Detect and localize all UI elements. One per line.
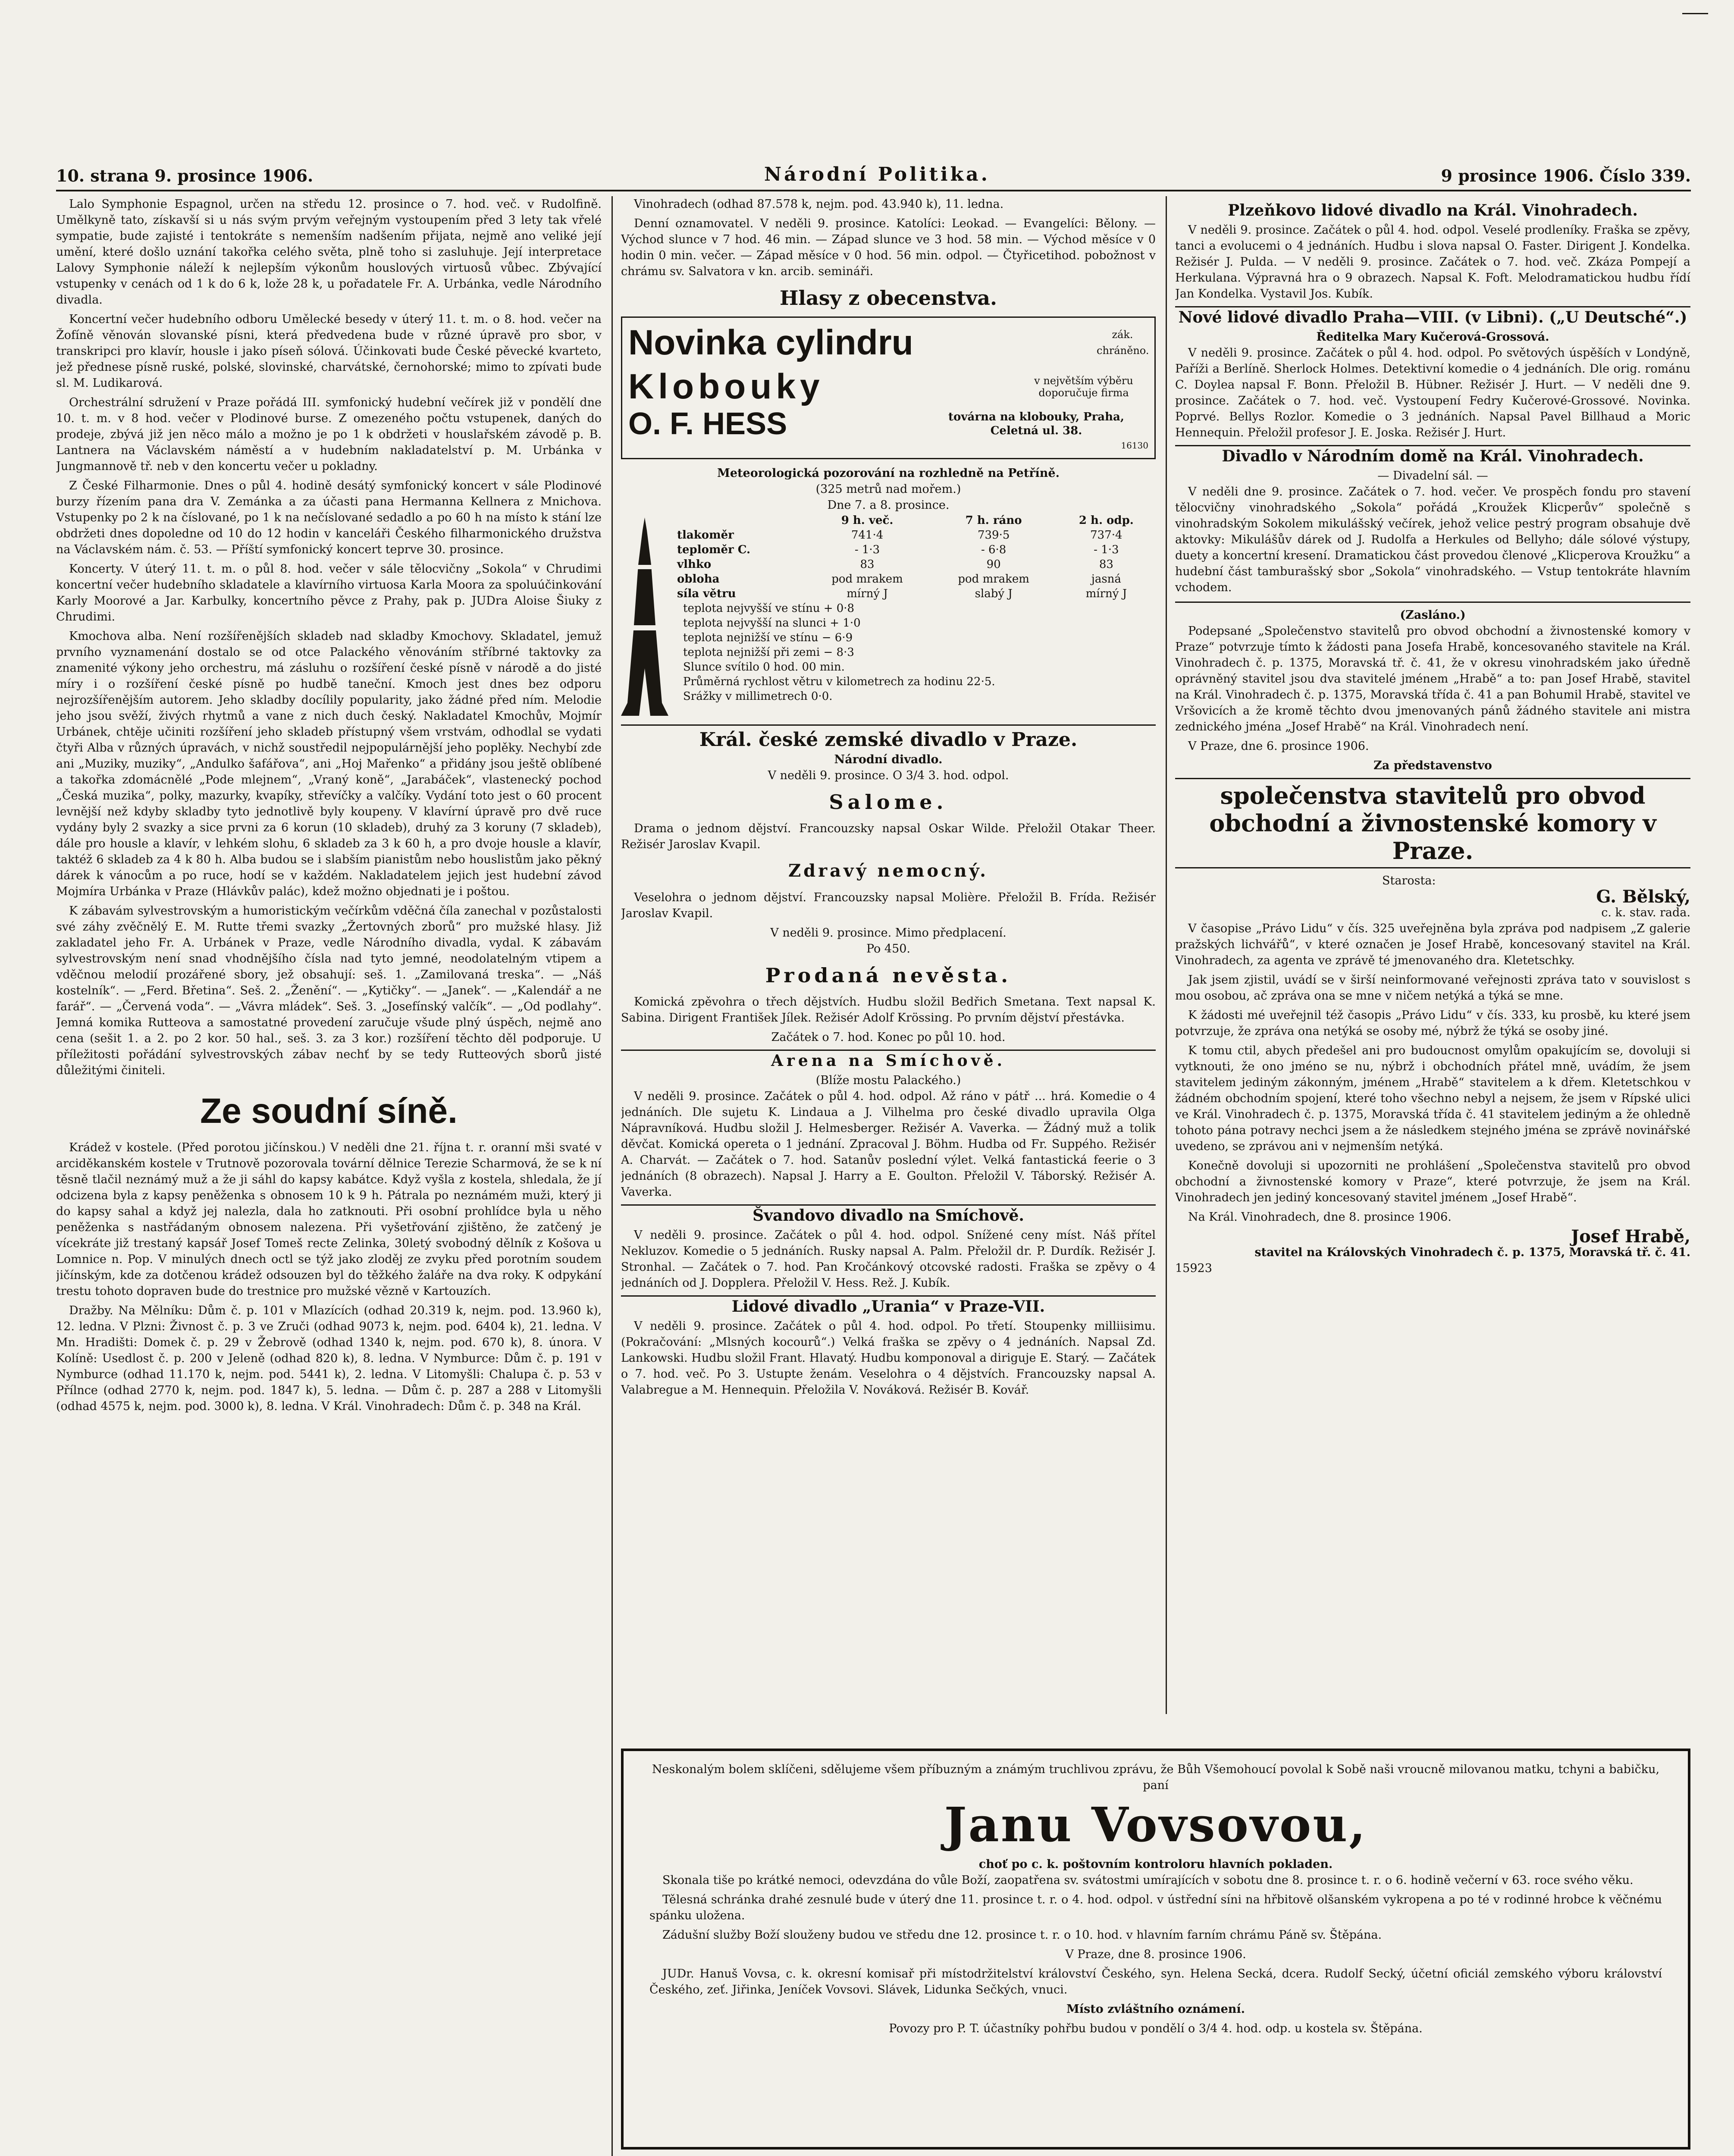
column-divider (1166, 196, 1167, 1714)
theatre-subheading: (Blíže mostu Palackého.) (815, 1074, 961, 1087)
weather-extra-line: teplota nejnižší ve stínu − 6·9 (683, 631, 853, 644)
show-title: Prodaná nevěsta. (765, 964, 1012, 987)
show-time: V neděli 9. prosince. Mimo předplacení. (770, 926, 1007, 940)
show-description: Veselohra o jednom dějství. Francouzsky napsal Molière. Přeložil B. Frída. Režisér Jaroslav Kvapil. (621, 891, 1156, 920)
weather-column-header: 2 h. odp. (1079, 514, 1134, 527)
obituary-text: Skonala tiše po krátké nemoci, odevzdána do vůle Boží, zaopatřena sv. svátostmi umírajících v sobotu dne 8. prosince t. r. o 6. hodině večerní v 63. roce svého věku. (662, 1874, 1634, 1887)
weather-value: - 1·3 (1094, 543, 1119, 556)
margin-mark (1682, 13, 1708, 14)
obituary-intro: Neskonalým bolem sklíčeni, sdělujeme všem příbuzným a známým truchlivou zprávu, že Bůh Všemohoucí povolal k Sobě naši vroucně milovanou matku, tchyni a babičku, paní (652, 1763, 1660, 1792)
ad-number: 16130 (1121, 440, 1148, 451)
article-text: Denní oznamovatel. V neděli 9. prosince. Katolíci: Leokad. — Evangelíci: Bělony. — Východ slunce v 7 hod. 46 min. — Západ slunce ve 3 hod. 58 min. — Východ měsíce v 0 hodin 0 min. večer. — Západ měsíce v 0 hod. 56 min. odpol. — Čtyřicetihod. pobožnost v chrámu sv. Salvatora v kn. arcib. semináři. (621, 217, 1156, 278)
advertisement (621, 317, 1156, 459)
theatre-heading: Nové lidové divadlo Praha—VIII. (v Libni). („U Deutsché“.) (1175, 306, 1690, 327)
show-description: V neděli 9. prosince. Začátek o půl 4. hod. odpol. Veselé prodleníky. Fraška se zpěvy, tanci a evolucemi o 4 jednáních. Hudbu i slova napsal O. Faster. Dirigent J. Kondelka. Režisér J. Pulda. — V neděli 9. prosince. Začátek o 7. hod. več. Zkáza Pompejí a Herkulana. Výpravná hra o 9 obrazech. Napsal K. Foft. Melodramatickou hudbu řídí Jan Kondelka. Vystavil Jos. Kubík. (1175, 223, 1690, 301)
signature-name: Josef Hrabě, (1571, 1226, 1690, 1247)
obituary-note: Povozy pro P. T. účastníky pohřbu budou v pondělí o 3/4 4. hod. odp. u kostela sv. Štěpána. (889, 2022, 1423, 2035)
weather-row (674, 542, 1156, 557)
article-text: Krádež v kostele. (Před porotou jičínskou.) V neděli dne 21. října t. r. oranní mši svaté v arciděkanském kostele v Trutnově pozorovala tovární dělnice Terezie Scharmová, že se k ní těsně tlačil neznámý muž a že ji sáhl do kapsy kabátce. Když vyšla z kostela, shledala, že jí odcizena byla z kapsy peněženka s obnosem 10 k 9 h. Pátrala po neznámém muži, který ji do kapsy sahal a když jej nalezla, dala ho zatknouti. Při osobní prohlídce byla u něho peněženka s nastřádaným obnosem nalezena. Při vyšetřování zjištěno, že zatčený je vícekráte již trestaný kapsář Josef Tomeš recte Zelinka, 30letý svobodný dělník z Košova u Lomnice n. Pop. V minulých dnech octl se týž jako zloděj ze zvyku před porotním soudem jičínským, kde za dotčenou krádež odsouzen byl do těžkého žaláře na dva roky. K odpykání trestu tohoto dopraven bude do trestnice pro mužské vězně v Kartouzích. (56, 1141, 602, 1298)
show-description: V neděli dne 9. prosince. Začátek o 7. hod. večer. Ve prospěch fondu pro stavení tělocvičny vinohradského „Sokola“ pořádá „Kroužek Klicperův“ společně s vinohradským Sokolem mikulášský večírek, jehož velice pestrý program obsahuje dvě aktovky: Mikulášův dárek od J. Rudolfa a Herkules od Bellyho; dále sólové výstupy, duety a koncertní kresení. Dramatickou část provedou členové „Klicperova Kroužku“ a hudební část tamburašský sbor „Sokola“ vinohradského. — Vstup tentokráte hlavním vchodem. (1175, 485, 1690, 594)
weather-table-header (674, 513, 1156, 528)
show-description: V neděli 9. prosince. Začátek o půl 4. hod. odpol. Po třetí. Stoupenky milliisimu. (Pokračování: „Mlsných kocourů“.) Velká fraška se zpěvy o 4 jednáních. Napsal Zd. Lankowski. Hudbu složil Frant. Hlavatý. Hudbu komponoval a diriguje E. Starý. — Začátek o 7. hod. več. Po 3. Ustupte ženám. Veselohra o 4 dějstvích. Francouzsky napsal A. Valabregue a M. Hennequin. Přeložila V. Nováková. Režisér B. Kovář. (621, 1319, 1156, 1397)
obituary-note: Místo zvláštního oznámení. (1066, 2002, 1245, 2016)
article-text: Koncertní večer hudebního odboru Umělecké besedy v úterý 11. t. m. o 8. hod. večer na Žofíně věnován slovanské písni, která předvedena bude v různé úpravě pro sbor, v transkripci pro klavír, housle i jako píseň sólová. Účinkovati bude České pěvecké kvarteto, jež přednese písně ruské, polské, slovinské, charvátské, černohorské; mimo to zpívati bude sl. M. Ludikarová. (56, 313, 602, 390)
notice-text: Podepsané „Společenstvo stavitelů pro obvod obchodní a živnostenské komory v Praze“ potvrzuje tímto k žádosti pana Josefa Hrabě, koncesovaného stavitele na Král. Vinohradech č. p. 1375, Moravská tř. č. 41, že v okresu vinohradském jako úředně oprávněný stavitel jsou dva stavitelé jménem „Hrabě“ a to: pan Josef Hrabě, stavitel na Král. Vinohradech č. p. 1375, Moravská třída č. 41 a pan Bohumil Hrabě, stavitel ve Vršovicích a že kromě těchto dvou jmenovaných pánů žádného stavitele ani mistra zednického jména „Josef Hrabě“ na Král. Vinohradech není. (1175, 624, 1690, 733)
signature-name: G. Bělský, (1596, 887, 1690, 907)
show-description: Komická zpěvohra o třech dějstvích. Hudbu složil Bedřich Smetana. Text napsal K. Sabina. Dirigent František Jílek. Režisér Adolf Krössing. Po prvním dějství přestávka. (621, 995, 1156, 1025)
weather-row-label: tlakoměr (677, 529, 734, 542)
ad-headline: Klobouky (628, 367, 824, 406)
article-text: Koncerty. V úterý 11. t. m. o půl 8. hod. večer v sále tělocvičny „Sokola“ v Chrudimi koncertní večer hudebního skladatele a klavírního virtuosa Karla Moora za spoluúčinkování Karly Moorové a Jar. Karbulky, koncertního pěvce z Prahy, pak p. JUDra Aloise Šiuky z Chrudimi. (56, 562, 602, 624)
obituary-text: Zádušní služby Boží slouženy budou ve středu dne 12. prosince t. r. o 10. hod. v hlavním farním chrámu Páně sv. Štěpána. (662, 1928, 1382, 1942)
section-heading: Hlasy z obecenstva. (779, 286, 997, 310)
notice-number: 15923 (1175, 1262, 1212, 1275)
notice-date: Na Král. Vinohradech, dne 8. prosince 1906. (1188, 1210, 1452, 1224)
zaslano-heading: (Zasláno.) (1175, 602, 1690, 623)
page-header (56, 155, 1691, 185)
weather-value: 83 (860, 558, 875, 571)
header-left: 10. strana 9. prosince 1906. (56, 166, 314, 185)
show-description: V neděli 9. prosince. Začátek o půl 4. hod. odpol. Až ráno v pátř ... hrá. Komedie o 4 jednáních. Dle sujetu K. Lindaua a J. Vilhelma pro české divadlo upravila Olga Nápravníková. Hudbu složil J. Helmesberger. Režisér A. Vaverka. — Žádný muž a tolik děvčat. Komická opereta o 1 jednání. Zpracoval J. Böhm. Hudba od Fr. Suppého. Režisér A. Charvát. — Začátek o 7. hod. Satanův poslední výlet. Velká fantastická feerie o 3 jednáních (8 obrazech). Napsal J. Harry a E. Goulton. Přeložil V. Táborský. Režisér A. Vaverka. (621, 1090, 1156, 1199)
weather-value: 83 (1099, 558, 1113, 571)
weather-report (621, 465, 1156, 720)
weather-date: Dne 7. a 8. prosince. (827, 498, 950, 512)
theatre-heading: Lidové divadlo „Urania“ v Praze-VII. (621, 1295, 1156, 1316)
weather-value: - 6·8 (981, 543, 1007, 556)
weather-extra-line: Průměrná rychlost větru v kilometrech za hodinu 22·5. (683, 675, 995, 688)
firm-block (1175, 778, 1690, 868)
obituary-family: JUDr. Hanuš Vovsa, c. k. okresní komisař při místodržitelství království Českého, syn. Helena Secká, dcera. Rudolf Secký, účetní oficiál zemského výboru království Českého, zeť. Jiřinka, Jeníček Vovsovi. Slávek, Lidunka Sečkých, vnuci. (649, 1967, 1662, 1996)
weather-row-label: vlhko (677, 558, 712, 571)
article-text: Orchestrální sdružení v Praze pořádá III. symfonický hudební večírek již v pondělí dne 10. t. m. v 8 hod. večer v Plodinové burse. Z omezeného počtu vstupenek, daných do prodeje, zbývá již jen něco málo a možno je po 1 k obdržeti v houslařském závodě p. B. Lantnera na Václavském náměstí a v hudebním nakladatelství p. M. Urbánka v Jungmannově tř. neb v den koncertu večer u pokladny. (56, 396, 602, 473)
show-number: Po 450. (866, 942, 911, 956)
theatre-heading: Plzeňkovo lidové divadlo na Král. Vinohradech. (1228, 201, 1638, 219)
show-title: Salome. (829, 790, 948, 814)
notice-text: Jak jsem zjistil, uvádí se v širší neinformované veřejnosti zpráva tato v souvislost s mou osobou, ač zpráva ona se mne v ničem netýká a týká se mne. (1175, 973, 1690, 1003)
notice-text: V časopise „Právo Lidu“ v čís. 325 uveřejněna byla zpráva pod nadpisem „Z galerie pražských lichvářů“, v které označen je Josef Hrabě, koncesovaný stavitel na Král. Vinohradech, za agenta ve zprávě té jmenovaného dra. Kletetschky. (1175, 922, 1690, 967)
notice-date: V Praze, dne 6. prosince 1906. (1188, 740, 1369, 753)
theatre-subheading: Národní divadlo. (834, 753, 943, 766)
weather-value: jasná (1091, 573, 1121, 586)
weather-extra-line: Srážky v millimetrech 0·0. (683, 690, 833, 703)
notice-text: K tomu ctil, abych předešel ani pro budoucnost omylům opakujícím se, dovoluji si vytknouti, že ono jméno se nu, nýbrž i obchodních přátel mně, uvádím, že jsem stavitelem jediným zákonným, jménem „Hrabě“ stavitelem a k dřem. Kletetschkou v žádném obchodním spojení, které toho všechno nebyl a nejsem, že jsem v Rípské ulici ve Král. Vinohradech č. p. 1375, Moravská třída č. 41 stavitelem jediným a že ohledně tohoto pána potravy nechci jsem a že následkem stejného jména se zprávě novinářské uvedeno, se zprávou ani v nejmenším netýká. (1175, 1044, 1690, 1153)
obituary-name: Janu Vovsovou, (944, 1797, 1367, 1852)
petrin-tower-icon (621, 513, 668, 720)
weather-value: 741·4 (851, 529, 884, 542)
weather-value: mírný J (847, 587, 888, 600)
weather-row (674, 557, 1156, 572)
weather-extra-line: teplota nejvyšší na slunci + 1·0 (683, 617, 861, 630)
article-text: Lalo Symphonie Espagnol, určen na středu 12. prosince o 7. hod. več. v Rudolfině. Umělkyně tato, získavší si u nás svým prvým veřejným vystoupením před 3 lety tak vřelé sympatie, bude zajisté i tentokráte s nemenším nadšením přijata, nejmě ano veliké její umění, které došlo uznání takořka celého světa, plně toho si zasluhuje. Její interpretace Lalovy Symphonie náleží k nejlepším výkonům houslových virtuosů vůbec. Zbývající vstupenky v cenách od 1 k do 6 k, lože 28 k, u pořadatele Fr. A. Urbánka, vedle Národního divadla. (56, 197, 602, 307)
weather-column-header: 9 h. več. (841, 514, 894, 527)
weather-extra-line: teplota nejvyšší ve stínu + 0·8 (683, 602, 855, 615)
notice-text: Konečně dovoluji si upozorniti ne prohlášení „Společenstva stavitelů pro obvod obchodní a živnostenské komory v Praze“, které potvrzuje, že jsem na Král. Vinohradech jen jediný koncesovaný stavitel jménem „Josef Hrabě“. (1175, 1159, 1690, 1204)
weather-row (674, 586, 1156, 601)
weather-row-label: obloha (677, 573, 720, 586)
notice-subheading: Za představenstvo (1373, 759, 1492, 772)
ad-headline: Novinka cylindru (628, 323, 913, 362)
obituary-title: choť po c. k. poštovním kontroloru hlavních pokladen. (978, 1858, 1333, 1871)
weather-value: pod mrakem (831, 573, 903, 586)
signature-label: Starosta: (1382, 874, 1436, 887)
show-description: V neděli 9. prosince. Začátek o půl 4. hod. odpol. Po světových úspěších v Londýně, Paříži a Berlíně. Sherlock Holmes. Detektivní komedie o 4 jednáních. Dle orig. románu C. Doylea napsal F. Bonn. Přeložil B. Hübner. Režisér J. Hurt. — V neděli dne 9. prosince. Začátek o 7. hod. več. Vystoupení Fedry Kučerové-Grossové. Novinka. Poprvé. Bellys Rozlor. Komedie o 3 jednáních. Napsal Pavel Billhaud a Moric Hennequin. Přeložil profesor J. E. Joska. Režisér J. Hurt. (1175, 346, 1690, 439)
show-description: V neděli 9. prosince. Začátek o půl 4. hod. odpol. Snížené ceny míst. Náš přítel Nekluzov. Komedie o 5 jednáních. Rusky napsal A. Palm. Přeložil dr. P. Durdík. Režisér J. Stronhal. — Začátek o 7. hod. Pan Kročánkový otcovské radosti. Fraška se zpěvy o 4 jednáních od J. Dopplera. Přeložil V. Hess. Rež. J. Kubík. (621, 1228, 1156, 1290)
weather-value: pod mrakem (958, 573, 1029, 586)
weather-value: 739·5 (977, 529, 1010, 542)
obituary-date: V Praze, dne 8. prosince 1906. (1065, 1948, 1246, 1961)
masthead: Národní Politika. (764, 163, 990, 185)
weather-extra-line: teplota nejnižší při zemi − 8·3 (683, 646, 854, 659)
column-3 (1175, 196, 1690, 1714)
theatre-heading: Divadlo v Národním domě na Král. Vinohradech. (1175, 445, 1690, 466)
column-2 (621, 196, 1156, 1714)
weather-value: 90 (986, 558, 1001, 571)
show-time: V neděli 9. prosince. O 3/4 3. hod. odpol. (768, 769, 1009, 782)
ad-address: továrna na klobouky, Praha, Celetná ul. 38. (948, 411, 1124, 437)
weather-extra-line: Slunce svítilo 0 hod. 00 min. (683, 661, 845, 674)
theatre-heading: Arena na Smíchově. (621, 1050, 1156, 1071)
weather-value: slabý J (975, 587, 1013, 600)
article-text: Z České Filharmonie. Dnes o půl 4. hodině desátý symfonický koncert v sále Plodinové burzy řízením pana dra V. Zemánka a za účasti pana Hermanna Kellnera z Mnichova. Vstupenky po 2 k na číslované, po 1 k na nečíslované sedadlo a po 60 h na místo k stání lze obdržeti dnes dopoledne od 10 do 12 hodin v kanceláři Českého filharmonického družstva na Václavském nám. č. 53. — Příští symfonický koncert teprve 30. prosince. (56, 479, 602, 556)
show-title: Zdravý nemocný. (788, 861, 989, 881)
article-text: Vinohradech (odhad 87.578 k, nejm. pod. 43.940 k), 11. ledna. (634, 197, 1004, 211)
header-right: 9 prosince 1906. Číslo 339. (1441, 166, 1691, 185)
obituary-notice (621, 1749, 1690, 2150)
ad-note: v největším výběru doporučuje firma (1034, 375, 1133, 399)
article-text: Kmochova alba. Není rozšířenějších skladeb nad skladby Kmochovy. Skladatel, jemuž prvního vyznamenání dostalo se od otce Palackého věnováním stříbrné taktovky za znamenité výkony jeho orchestru, má zásluhu o rozšíření české písně v národě a do jisté míry i o rozšíření české písně po hudbě taneční. Kmoch jest dnes bez odporu nejrozšířenějším autorem. Jeho skladby docílily popularity, jako žádné před ním. Melodie jeho jsou svěží, živých rhytmů a vane z nich duch český. Nakladatel Kmochův, Mojmír Urbánek, chtěje učiniti rozšíření jeho skladeb přístupný všem vrstvám, odhodlal se vydati čtyři Alba v různých úpravách, v nichž soustředil nejpopulárnější jeho poplěky. Nechybí zde ani „Muziky, muziky“, „Andulko šafářova“, ani „Hoj Mařenko“ a přidány jsou ještě oblíbené a takořka zdomácnělé „Pode mlejnem“, „Vraný koně“, „Jarabáček“, vlastenecký pochod „Česká muzika“, polky, mazurky, kvapíky, střevíčky a valčíky. Vydání toto jest o 60 procent levnější než kdyby skladby tyto jednotlivě byly koupeny. V klavírní úpravě pro dvě ruce vydány byly 2 svazky a sice prvni za 6 korun (10 skladeb), druhý za 3 koruny (7 skladeb), dále pro housle a klavír, v lehkém slohu, 6 skladeb za 3 k 60 h, a pro dvoje housle a klavír, taktéž 6 skladeb za 4 k 80 h. Alba budou se i slabším pianistům nebo houslistům jako pěkný dárek k vánocům a po ruce, hodí se v každém. Nakladatelem jejich jest hudební závod Mojmíra Urbánka v Praze (Hlávkův palác), kdež možno objednati je i poštou. (56, 630, 602, 898)
obituary-text: Tělesná schránka drahé zesnulé bude v úterý dne 11. prosince t. r. o 4. hod. odpol. v ústřední síni na hřbitově olšanském vykropena a po té v rodinné hrobce k věčnému spánku uložena. (649, 1893, 1662, 1922)
article-text: K zábavám sylvestrovským a humoristickým večírkům vděčná číla zanechal v pozůstalosti své záhy zvěčnělý E. M. Rutte třemi svazky „Žertovných zborů“ pro mužské hlasy. Již zakladatel jeho Fr. A. Urbánek v Praze, vedle Národního divadla, vydal. K zábavám sylvestrovským není snad vhodnějšího čísla nad tyto jemné, neodolatelným vtipem a vděčnou melodií prozářené sbory, jež obsahují: seš. 1. „Zamilovaná treska“. — „Náš kostelník“. — „Ferd. Břetina“. Seš. 2. „Ženění“. — „Kytičky“. — „Janek“. — „Kalendář a ne farář“. — „Červená voda“. — „Vávra mládek“. Seš. 3. „Josefínský valčík“. — „Od podlahy“. Jemná komika Rutteova a samostatné provedení zaručuje všude plný úspěch, nejmě ano cena (sešit 1. a 2. po 2 kor. 50 hal., seš. 3. za 3 kor.) rozšíření těchto děl podporuje. U příležitosti pořádání sylvestrovských zábav nechť by se tedy Rutteových sborů jisté důležitými činiteli. (56, 904, 602, 1077)
ad-firm: O. F. HESS (628, 406, 787, 441)
theatre-subheading: — Divadelní sál. — (1377, 469, 1488, 483)
weather-row (674, 528, 1156, 542)
notice-text: K žádosti mé uveřejnil též časopis „Právo Lidu“ v čís. 333, ku prosbě, ku které jsem potvrzuje, že zpráva ona netýká se osoby mé, nýbrž že týká se osoby jiné. (1175, 1009, 1690, 1038)
weather-subtitle: (325 metrů nad mořem.) (815, 483, 961, 496)
weather-row-label: teploměr C. (677, 543, 751, 556)
weather-row-label: síla větru (677, 587, 736, 600)
weather-row (674, 572, 1156, 586)
signature-title: c. k. stav. rada. (1601, 906, 1690, 919)
weather-value: - 1·3 (854, 543, 880, 556)
theatre-heading: Král. české zemské divadlo v Praze. (621, 724, 1156, 750)
column-divider (611, 196, 613, 2156)
theatre-subheading: Ředitelka Mary Kučerová-Grossová. (1316, 330, 1549, 344)
ad-note: zák. chráněno. (1097, 329, 1149, 357)
theatre-heading: Švandovo divadlo na Smíchově. (621, 1204, 1156, 1225)
show-time: Začátek o 7. hod. Konec po půl 10. hod. (771, 1031, 1006, 1044)
section-heading: Ze soudní síně. (200, 1091, 458, 1131)
show-description: Drama o jednom dějství. Francouzsky napsal Oskar Wilde. Přeložil Otakar Theer. Režisér Jaroslav Kvapil. (621, 822, 1156, 851)
firm-title: společenstva stavitelů pro obvod obchodní a živnostenské komory v Praze. (1209, 782, 1656, 865)
weather-column-header: 7 h. ráno (965, 514, 1022, 527)
article-text: Dražby. Na Mělníku: Dům č. p. 101 v Mlazících (odhad 20.319 k, nejm. pod. 13.960 k), 12. ledna. V Plzni: Živnost č. p. 3 ve Zruči (odhad 9073 k, nejm. pod. 6404 k), 21. ledna. V Mn. Hradišti: Domek č. p. 29 v Žebrově (odhad 1340 k, nejm. pod. 670 k), 8. února. V Kolíně: Usedlost č. p. 200 v Jeleně (odhad 820 k), 8. ledna. V Nymburce: Dům č. p. 191 v Nymburce (odhad 11.170 k, nejm. pod. 5441 k), 2. ledna. V Litomyšli: Chalupa č. p. 53 v Přílnce (odhad 2770 k, nejm. pod. 1847 k), 5. ledna. — Dům č. p. 287 a 288 v Litomyšli (odhad 4575 k, nejm. pod. 3000 k), 8. ledna. V Král. Vinohradech: Dům č. p. 348 na Král. (56, 1304, 602, 1413)
weather-table (674, 513, 1156, 601)
weather-title: Meteorologická pozorování na rozhledně na Petříně. (717, 467, 1060, 480)
column-1 (56, 196, 602, 2156)
weather-value: mírný J (1085, 587, 1127, 600)
header-rule (56, 190, 1691, 191)
weather-value: 737·4 (1090, 529, 1123, 542)
signature-title: stavitel na Královských Vinohradech č. p. 1375, Moravská tř. č. 41. (1254, 1246, 1690, 1259)
